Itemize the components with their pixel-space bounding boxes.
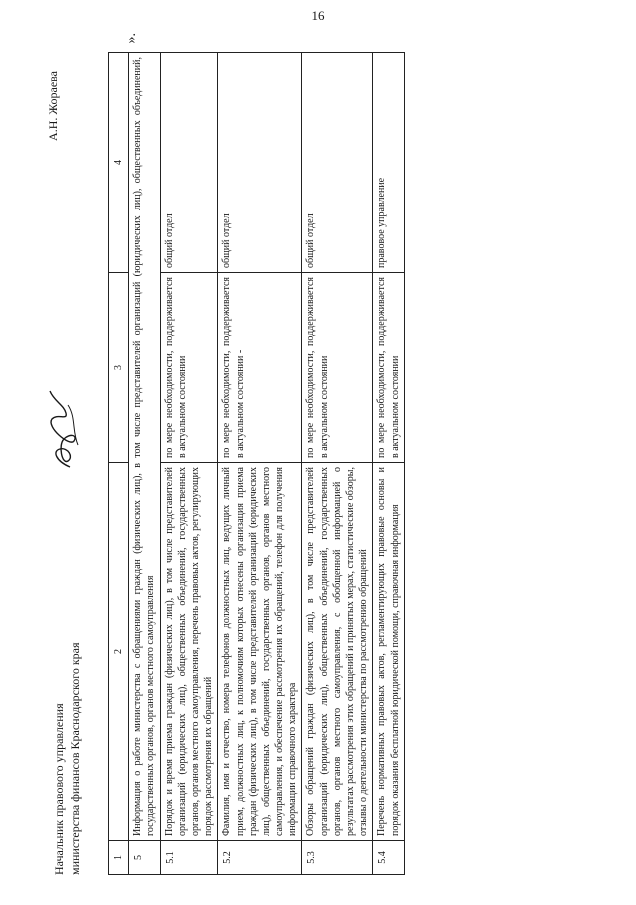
table-row xyxy=(302,53,373,875)
row-description: Фамилия, имя и отчество, номера телефонов должностных лиц, ведущих личный прием, должностных лиц, к полномочиям которых отнесены организация приема граждан (физических лиц), в том числе представителей организаций (юридических лиц), общественных объединений, государственных органов, органов местного самоуправления, и обеспечение рассмотрения их обращений, телефон для получения информации справочного характера xyxy=(218,463,302,841)
page-number: 16 xyxy=(311,8,325,23)
information-table xyxy=(108,52,405,875)
header-cell: 4 xyxy=(109,53,129,273)
header-cell: 2 xyxy=(109,463,129,841)
row-number: 5.4 xyxy=(373,841,404,875)
row-description: Порядок и время приема граждан (физических лиц), в том числе представителей организаций (юридических лиц), общественных объединений, государственных органов, органов местного самоуправления, перечень правовых актов, регулирующих порядок рассмотрения их обращений xyxy=(160,463,218,841)
row-responsible: общий отдел xyxy=(302,53,373,273)
section-row xyxy=(129,53,160,875)
table-header-row xyxy=(109,53,129,875)
row-responsible: правовое управление xyxy=(373,53,404,273)
table-row xyxy=(218,53,302,875)
signer-position xyxy=(52,642,83,875)
signer-name: А.Н. Жораева xyxy=(46,71,60,141)
row-description: Перечень нормативных правовых актов, регламентирующих правовые основы и порядок оказания бесплатной юридической помощи, справочная информация xyxy=(373,463,404,841)
signer-position-line2: министерства финансов Краснодарского края xyxy=(67,642,82,875)
table-row xyxy=(373,53,404,875)
row-number: 5.1 xyxy=(160,841,218,875)
row-responsible: общий отдел xyxy=(218,53,302,273)
row-description: Обзоры обращений граждан (физических лиц), в том числе представителей организаций (юридических лиц), общественных объединений, государственных органов, органов местного самоуправления, с обобщенной информацией о результатах рассмотрения этих обращений и принятых мерах, статистические обзоры, отзывы о деятельности министерства по рассмотрению обращений xyxy=(302,463,373,841)
row-period: по мере необходимости, поддерживается в актуальном состоянии xyxy=(302,273,373,463)
section-title: Информация о работе министерства с обращениями граждан (физических лиц), в том числе представителей организаций (юридических лиц), общественных объединений, государственных органов, органов местного самоуправления xyxy=(129,53,160,841)
rotated-page-content xyxy=(40,25,570,895)
header-cell: 1 xyxy=(109,841,129,875)
table-row xyxy=(160,53,218,875)
row-period: по мере необходимости, поддерживается в актуальном состоянии - xyxy=(218,273,302,463)
row-period: по мере необходимости, поддерживается в актуальном состоянии xyxy=(160,273,218,463)
handwritten-signature xyxy=(38,385,88,475)
closing-quote-mark: ». xyxy=(124,33,139,44)
section-number: 5 xyxy=(129,841,160,875)
signer-position-line1: Начальник правового управления xyxy=(52,703,66,875)
row-responsible: общий отдел xyxy=(160,53,218,273)
row-period: по мере необходимости, поддерживается в актуальном состоянии xyxy=(373,273,404,463)
signature-block xyxy=(46,53,104,875)
row-number: 5.3 xyxy=(302,841,373,875)
row-number: 5.2 xyxy=(218,841,302,875)
header-cell: 3 xyxy=(109,273,129,463)
